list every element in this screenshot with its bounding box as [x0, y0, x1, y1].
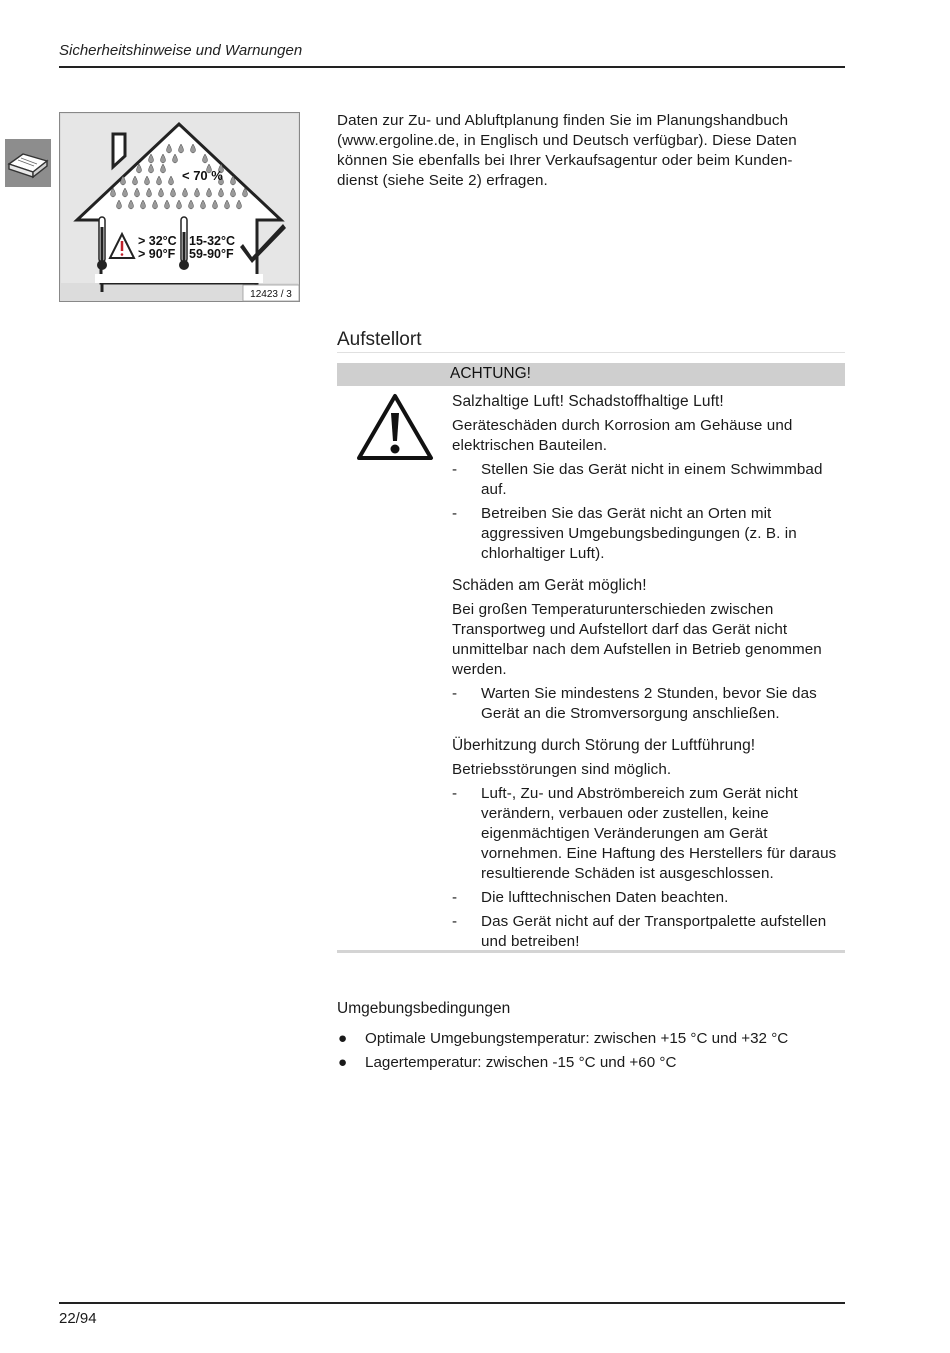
action-list — [452, 460, 847, 564]
hazard-consequence: Betriebsstörungen sind möglich. — [452, 761, 672, 778]
dash-marker: - — [452, 889, 458, 906]
hazard-title: Schäden am Gerät möglich! — [452, 577, 647, 594]
humidity-label: < 70 % — [182, 168, 223, 183]
action-text: Betreiben Sie das Gerät nicht an Orten mit aggressiven Umgebungsbedingungen (z. B. in chlorhaltiger Luft). — [481, 505, 797, 562]
action-item — [452, 912, 847, 952]
hazard-title: Überhitzung durch Störung der Luftführung! — [452, 737, 756, 754]
condition-text: Lagertemperatur: zwischen -15 °C und +60 °C — [365, 1054, 677, 1071]
figure-id: 12423 / 3 — [250, 289, 292, 300]
header-rule — [59, 66, 845, 68]
action-text: Die lufttechnischen Daten beachten. — [481, 889, 729, 906]
running-header: Sicherheitshinweise und Warnungen — [59, 42, 303, 59]
action-item — [452, 888, 847, 908]
action-text: Warten Sie mindestens 2 Stunden, bevor Sie das Gerät an die Stromversorgung anschließen. — [481, 685, 817, 722]
intro-line: dienst (siehe Seite 2) erfragen. — [337, 172, 548, 189]
room-climate-figure — [59, 112, 300, 302]
conditions-title: Umgebungsbedingungen — [337, 1000, 511, 1017]
side-tab — [5, 139, 51, 187]
action-item — [452, 784, 847, 884]
conditions-list — [337, 1029, 845, 1077]
action-item — [452, 460, 847, 500]
intro-paragraph — [337, 111, 827, 191]
thermometer-icon — [179, 217, 189, 270]
thermometer-icon — [97, 217, 107, 270]
warning-body — [452, 392, 847, 956]
intro-line: Daten zur Zu- und Abluftplanung finden Sie im Planungshandbuch — [337, 112, 789, 129]
warning-header-bar — [337, 363, 845, 386]
dash-marker: - — [452, 913, 458, 930]
house-climate-illustration — [59, 112, 300, 302]
condition-text: Optimale Umgebungstemperatur: zwischen +15 °C und +32 °C — [365, 1030, 789, 1047]
intro-line: (www.ergoline.de, in Englisch und Deutsch verfügbar). Diese Daten — [337, 132, 797, 149]
condition-item — [337, 1053, 845, 1073]
action-list — [452, 684, 847, 724]
bullet-marker: ● — [338, 1054, 348, 1071]
action-list — [452, 784, 847, 952]
bullet-marker: ● — [338, 1030, 348, 1047]
footer-rule — [59, 1302, 845, 1304]
action-text: Das Gerät nicht auf der Transportpalette aufstellen und betreiben! — [481, 913, 827, 950]
signal-word: ACHTUNG! — [450, 365, 531, 382]
condition-item — [337, 1029, 845, 1049]
book-icon — [5, 139, 51, 187]
ok-fahrenheit: 59-90°F — [189, 247, 234, 261]
hazard-title: Salzhaltige Luft! Schadstoffhaltige Luft! — [452, 393, 724, 410]
section-title: Aufstellort — [337, 329, 422, 350]
hazard-consequence: Geräteschäden durch Korrosion am Gehäuse und elektrischen Bauteilen. — [452, 417, 793, 454]
too-hot-fahrenheit: > 90°F — [138, 247, 176, 261]
hazard-consequence: Bei großen Temperaturunterschieden zwischen Transportweg und Aufstellort darf das Gerät nicht unmittelbar nach dem Aufstellen in Betrieb genommen werden. — [452, 601, 822, 678]
dash-marker: - — [452, 785, 458, 802]
page-number: 22/94 — [59, 1310, 97, 1327]
action-text: Stellen Sie das Gerät nicht in einem Schwimmbad auf. — [481, 461, 823, 498]
action-item — [452, 504, 847, 564]
section-rule — [337, 352, 845, 353]
dash-marker: - — [452, 505, 458, 522]
ok-celsius: 15-32°C — [189, 234, 235, 248]
action-item — [452, 684, 847, 724]
warning-bottom-rule — [337, 950, 845, 953]
warning-triangle-icon — [356, 393, 434, 461]
dash-marker: - — [452, 461, 458, 478]
dash-marker: - — [452, 685, 458, 702]
action-text: Luft-, Zu- und Abströmbereich zum Gerät nicht verändern, verbauen oder zustellen, keine eigenmächtigen Veränderungen am Gerät vornehmen. Eine Haftung des Herstellers für daraus resultierende Schäden ist ausgeschlossen. — [481, 785, 837, 882]
too-hot-celsius: > 32°C — [138, 234, 177, 248]
intro-line: können Sie ebenfalls bei Ihrer Verkaufsagentur oder beim Kunden- — [337, 152, 793, 169]
